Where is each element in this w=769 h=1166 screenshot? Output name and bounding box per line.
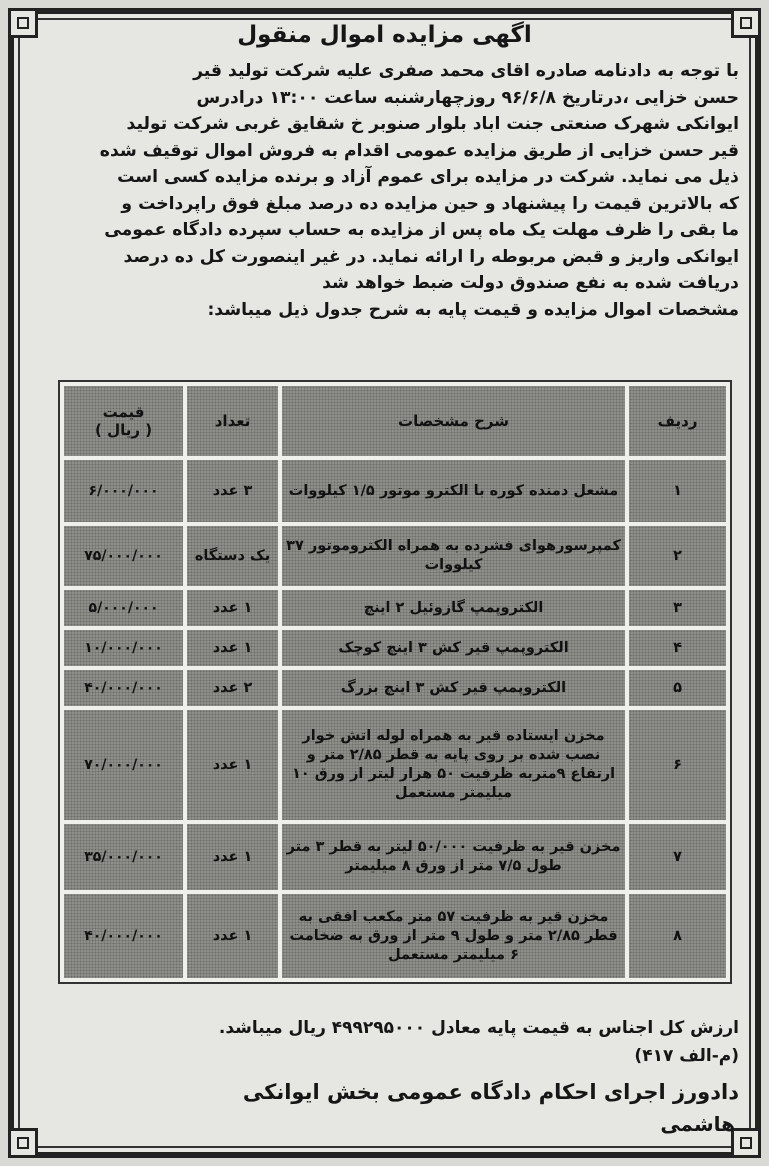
body-line: قیر حسن خزایی از طریق مزایده عمومی اقدام به فروش اموال توقیف شده (99, 140, 739, 161)
issuer-signature-title: دادورز اجرای احکام دادگاه عمومی بخش ایوانکی (242, 1080, 739, 1104)
body-line: ایوانکی شهرک صنعتی جنت اباد بلوار صنوبر خ شقایق غربی شرکت تولید (126, 114, 739, 134)
issuer-name: هاشمی (660, 1112, 735, 1136)
cell-quantity: ۲ عدد (187, 670, 278, 706)
cell-price: ۶/۰۰۰/۰۰۰ (64, 460, 183, 522)
auction-items-table (58, 380, 732, 984)
cell-description: مشعل دمنده کوره با الکترو موتور ۱/۵ کیلووات (282, 460, 625, 522)
cell-quantity: یک دستگاه (187, 526, 278, 586)
cell-row-number: ۵ (629, 670, 726, 706)
cell-quantity: ۱ عدد (187, 710, 278, 820)
cell-price: ۴۰/۰۰۰/۰۰۰ (64, 670, 183, 706)
table-header-row (64, 386, 726, 456)
cell-price: ۱۰/۰۰۰/۰۰۰ (64, 630, 183, 666)
body-line: با توجه به دادنامه صادره اقای محمد صفری علیه شرکت تولید قیر (193, 61, 739, 81)
header-row-number: ردیف (629, 386, 726, 456)
body-line: ذیل می نماید. شرکت در مزایده برای عموم آزاد و برنده مزایده کسی است (117, 167, 739, 187)
table-row (64, 670, 726, 706)
cell-description: مخزن قیر به ظرفیت ۵۷ متر مکعب افقی به قطر ۲/۸۵ متر و طول ۹ متر از ورق به ضخامت ۶ میلیمتر مستعمل (282, 894, 625, 978)
cell-quantity: ۱ عدد (187, 630, 278, 666)
cell-row-number: ۴ (629, 630, 726, 666)
body-line: حسن خزایی ،درتاریخ ۹۶/۶/۸ روزچهارشنبه ساعت ۱۳:۰۰ درادرس (196, 87, 739, 108)
table-row (64, 526, 726, 586)
body-line: دریافت شده به نفع صندوق دولت ضبط خواهد شد (322, 273, 739, 293)
table-row (64, 590, 726, 626)
body-line: ایوانکی واریز و قبض مربوطه را ارائه نماید. در غیر اینصورت کل ده درصد (123, 246, 739, 267)
header-price: قیمت ( ریال ) (64, 386, 183, 456)
cell-row-number: ۶ (629, 710, 726, 820)
body-line: ما بقی را ظرف مهلت یک ماه پس از مزایده به حساب سپرده دادگاه عمومی (104, 220, 739, 240)
cell-row-number: ۲ (629, 526, 726, 586)
cell-row-number: ۷ (629, 824, 726, 890)
table-row (64, 460, 726, 522)
cell-quantity: ۳ عدد (187, 460, 278, 522)
table-row (64, 894, 726, 978)
total-value-text: ارزش کل اجناس به قیمت پایه معادل ۴۹۹۲۹۵۰۰۰ ریال میباشد. (218, 1018, 739, 1038)
cell-quantity: ۱ عدد (187, 824, 278, 890)
cell-price: ۴۰/۰۰۰/۰۰۰ (64, 894, 183, 978)
header-description: شرح مشخصات (282, 386, 625, 456)
notice-reference-code: (م-الف ۴۱۷) (634, 1046, 739, 1066)
cell-description: الکتروپمپ قیر کش ۳ اینچ بزرگ (282, 670, 625, 706)
cell-row-number: ۳ (629, 590, 726, 626)
cell-description: مخزن ایستاده قیر به همراه لوله اتش خوار نصب شده بر روی پایه به قطر ۲/۸۵ متر و ارتفاع ۹متربه ظرفیت ۵۰ هزار لیتر از ورق ۱۰ میلیمتر مستعمل (282, 710, 625, 820)
cell-row-number: ۸ (629, 894, 726, 978)
body-line: مشخصات اموال مزایده و قیمت پایه به شرح جدول ذیل میباشد: (207, 299, 739, 320)
cell-price: ۳۵/۰۰۰/۰۰۰ (64, 824, 183, 890)
header-quantity: تعداد (187, 386, 278, 456)
notice-body (30, 58, 739, 323)
cell-description: الکتروپمپ گازوئیل ۲ اینچ (282, 590, 625, 626)
notice-title: اگهی مزایده اموال منقول (237, 22, 532, 48)
cell-price: ۷۰/۰۰۰/۰۰۰ (64, 710, 183, 820)
cell-price: ۵/۰۰۰/۰۰۰ (64, 590, 183, 626)
cell-row-number: ۱ (629, 460, 726, 522)
body-line: که بالاترین قیمت را پیشنهاد و حین مزایده ده درصد مبلغ فوق راپرداخت و (121, 193, 739, 214)
table-row (64, 630, 726, 666)
cell-price: ۷۵/۰۰۰/۰۰۰ (64, 526, 183, 586)
cell-quantity: ۱ عدد (187, 590, 278, 626)
cell-quantity: ۱ عدد (187, 894, 278, 978)
cell-description: کمپرسورهوای فشرده به همراه الکتروموتور ۳۷ کیلووات (282, 526, 625, 586)
table-row (64, 824, 726, 890)
table-row (64, 710, 726, 820)
cell-description: الکتروپمپ قیر کش ۳ اینچ کوچک (282, 630, 625, 666)
cell-description: مخزن قیر به ظرفیت ۵۰/۰۰۰ لیتر به قطر ۳ متر طول ۷/۵ متر از ورق ۸ میلیمتر (282, 824, 625, 890)
